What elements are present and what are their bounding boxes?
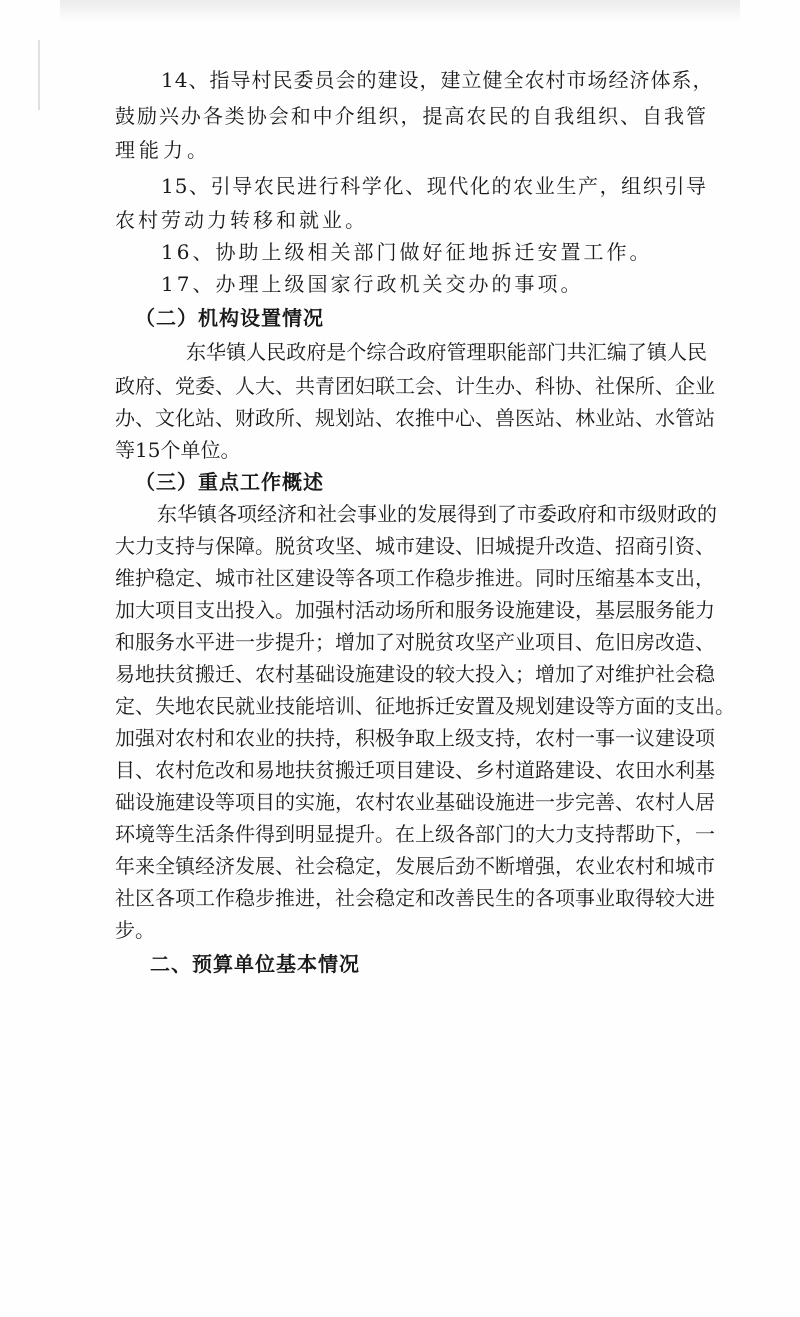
item-17: 17、办理上级国家行政机关交办的事项。 [161,272,584,296]
section2-paragraph-line-4: 等15个单位。 [115,438,241,462]
item-14-line-3: 理能力。 [115,138,211,162]
section-heading-institution-setup: （二）机构设置情况 [135,306,324,330]
section3-paragraph-line-10: 础设施建设等项目的实施，农村农业基础设施进一步完善、农村人居 [115,790,715,814]
section3-paragraph-line-6: 易地扶贫搬迁、农村基础设施建设的较大投入；增加了对维护社会稳 [115,662,715,686]
item-15-line-2: 农村劳动力转移和就业。 [115,208,368,232]
item-14-line-1: 14、指导村民委员会的建设，建立健全农村市场经济体系， [161,68,714,92]
section3-paragraph-line-14: 步。 [115,918,155,942]
item-16: 16、协助上级相关部门做好征地拆迁安置工作。 [161,240,653,264]
item-15-line-1: 15、引导农民进行科学化、现代化的农业生产，组织引导 [161,174,707,198]
section3-paragraph-line-4: 加大项目支出投入。加强村活动场所和服务设施建设，基层服务能力 [115,598,715,622]
section3-paragraph-line-1: 东华镇各项经济和社会事业的发展得到了市委政府和市级财政的 [157,502,717,526]
section2-paragraph-line-3: 办、文化站、财政所、规划站、农推中心、兽医站、林业站、水管站 [115,406,715,430]
section3-paragraph-line-8: 加强对农村和农业的扶持，积极争取上级支持，农村一事一议建设项 [115,726,715,750]
section2-paragraph-line-2: 政府、党委、人大、共青团妇联工会、计生办、科协、社保所、企业 [115,374,715,398]
section-heading-key-work: （三）重点工作概述 [135,470,324,494]
section3-paragraph-line-5: 和服务水平进一步提升；增加了对脱贫攻坚产业项目、危旧房改造、 [115,630,715,654]
section3-paragraph-line-12: 年来全镇经济发展、社会稳定，发展后劲不断增强，农业农村和城市 [115,854,715,878]
section3-paragraph-line-13: 社区各项工作稳步推进，社会稳定和改善民生的各项事业取得较大进 [115,886,715,910]
part-heading-budget-unit-basics: 二、预算单位基本情况 [150,952,360,976]
section3-paragraph-line-7: 定、失地农民就业技能培训、征地拆迁安置及规划建设等方面的支出。 [115,694,735,718]
section3-paragraph-line-3: 维护稳定、城市社区建设等各项工作稳步推进。同时压缩基本支出， [115,566,715,590]
section2-paragraph-line-1: 东华镇人民政府是个综合政府管理职能部门共汇编了镇人民 [186,340,707,364]
section3-paragraph-line-9: 目、农村危改和易地扶贫搬迁项目建设、乡村道路建设、农田水利基 [115,758,715,782]
section3-paragraph-line-2: 大力支持与保障。脱贫攻坚、城市建设、旧城提升改造、招商引资、 [115,534,715,558]
item-14-line-2: 鼓励兴办各类协会和中介组织，提高农民的自我组织、自我管 [115,104,707,128]
section3-paragraph-line-11: 环境等生活条件得到明显提升。在上级各部门的大力支持帮助下，一 [115,822,715,846]
